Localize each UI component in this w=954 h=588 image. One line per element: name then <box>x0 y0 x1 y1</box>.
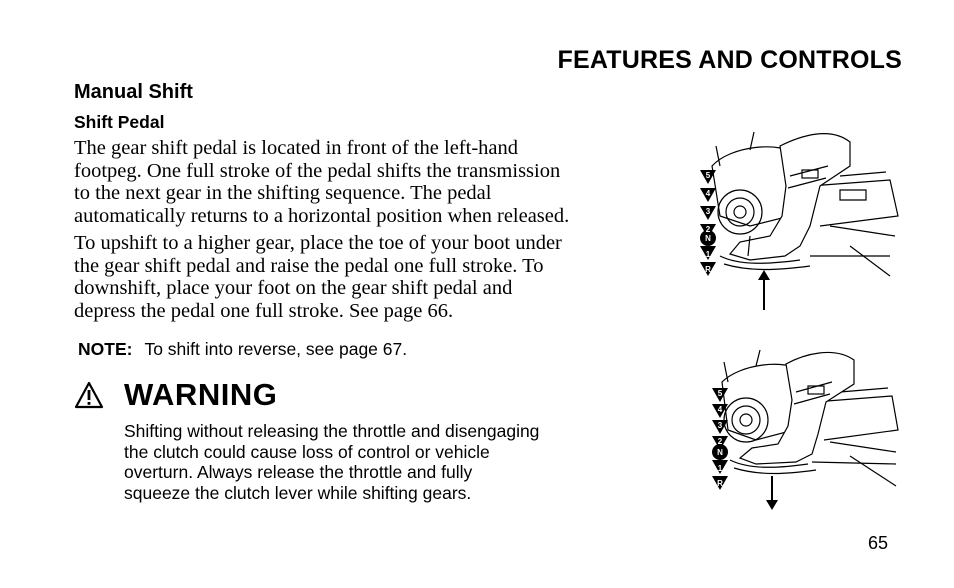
gear-label: 1 <box>705 250 711 259</box>
note-text: To shift into reverse, see page 67. <box>144 339 408 359</box>
gear-ladder <box>700 170 716 276</box>
downshift-illustration <box>700 346 900 514</box>
gear-label: 1 <box>717 464 723 473</box>
gear-label: 2 <box>705 225 711 234</box>
gear-label: 2 <box>717 437 723 446</box>
gear-label: N <box>705 234 711 243</box>
gear-label: 4 <box>705 189 711 198</box>
arrow-up-icon <box>758 270 770 310</box>
gear-label: 5 <box>717 389 723 398</box>
warning-header <box>74 377 277 413</box>
warning-triangle-icon <box>74 381 104 409</box>
subsection-title: Manual Shift <box>74 81 193 103</box>
arrow-down-icon <box>766 476 778 510</box>
upshift-illustration <box>690 126 900 316</box>
warning-text: Shifting without releasing the throttle and disengaging the clutch could cause loss of control or vehicle overturn. Always release the throttle and fully squeeze the clutch lever while shifting gears. <box>124 421 540 503</box>
note-label: NOTE: <box>78 339 133 359</box>
gear-label: 5 <box>705 171 711 180</box>
paragraph-shift-instructions: To upshift to a higher gear, place the toe of your boot under the gear shift pedal and raise the pedal one full stroke. To downshift, place your foot on the gear shift pedal and depress the pedal one full stroke. See page 66. <box>74 232 562 322</box>
gear-label: 3 <box>705 207 711 216</box>
page-number: 65 <box>867 533 888 553</box>
sub-subsection-title: Shift Pedal <box>74 112 165 132</box>
warning-title: WARNING <box>124 377 278 412</box>
section-title: FEATURES AND CONTROLS <box>557 46 902 74</box>
note <box>78 339 407 360</box>
gear-label: 3 <box>717 421 723 430</box>
gear-label: N <box>717 448 723 457</box>
gear-label: 4 <box>717 405 723 414</box>
gear-label: R <box>705 265 711 274</box>
paragraph-shift-pedal-location: The gear shift pedal is located in front of the left-hand footpeg. One full stroke of the pedal shifts the transmission to the next gear in the shifting sequence. The pedal automatically returns to a horizontal position when released. <box>74 137 570 227</box>
gear-label: R <box>717 479 723 488</box>
